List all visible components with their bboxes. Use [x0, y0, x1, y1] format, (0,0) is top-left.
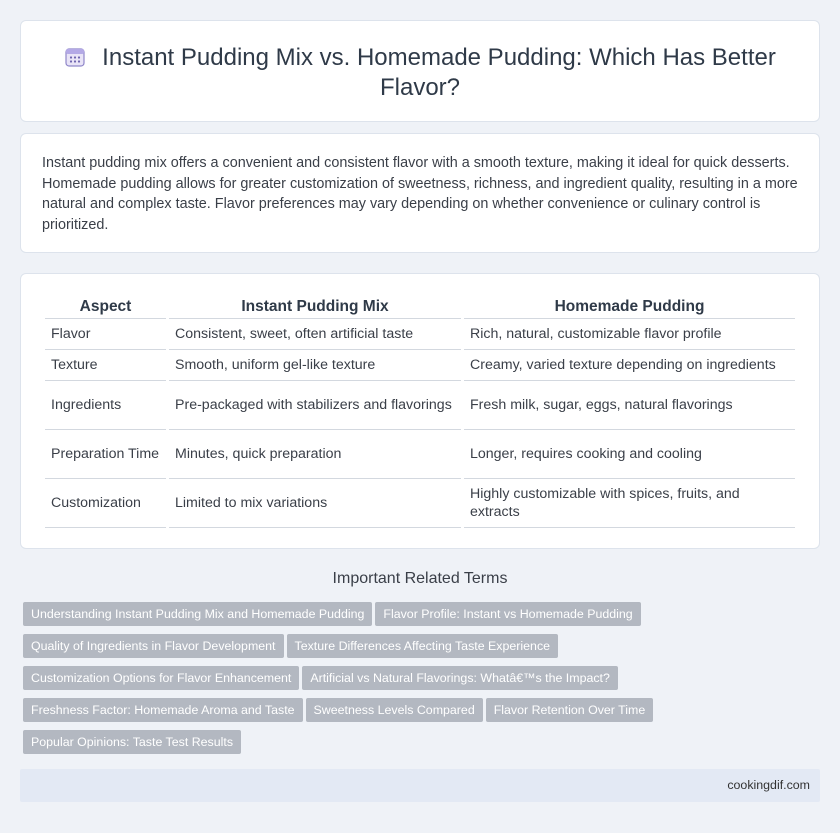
page-title: Instant Pudding Mix vs. Homemade Pudding: Which Has Better Flavor? [102, 44, 776, 101]
table-cell: Rich, natural, customizable flavor profile [464, 319, 795, 350]
table-cell: Minutes, quick preparation [169, 430, 461, 479]
related-term-tag[interactable]: Flavor Retention Over Time [486, 698, 654, 722]
title-card [20, 20, 820, 122]
table-cell: Ingredients [45, 381, 166, 430]
related-term-tag[interactable]: Sweetness Levels Compared [306, 698, 483, 722]
comparison-table [42, 296, 798, 528]
footer [20, 769, 820, 802]
footer-site-link[interactable]: cookingdif.com [727, 778, 810, 792]
table-row [45, 350, 795, 381]
related-term-tag[interactable]: Quality of Ingredients in Flavor Development [23, 634, 284, 658]
table-row [45, 381, 795, 430]
table-row [45, 319, 795, 350]
related-term-tag[interactable]: Customization Options for Flavor Enhancement [23, 666, 299, 690]
page-title-wrap [21, 43, 819, 103]
table-row [45, 430, 795, 479]
table-header-row [45, 296, 795, 319]
table-cell: Longer, requires cooking and cooling [464, 430, 795, 479]
calendar-icon [64, 46, 86, 68]
table-cell: Smooth, uniform gel-like texture [169, 350, 461, 381]
table-cell: Limited to mix variations [169, 479, 461, 528]
related-term-tag[interactable]: Texture Differences Affecting Taste Experience [287, 634, 559, 658]
table-cell: Preparation Time [45, 430, 166, 479]
related-terms-heading: Important Related Terms [332, 570, 508, 587]
related-term-tag[interactable]: Artificial vs Natural Flavorings: Whatâ€™s the Impact? [302, 666, 618, 690]
table-row [45, 479, 795, 528]
related-term-tag[interactable]: Understanding Instant Pudding Mix and Homemade Pudding [23, 602, 372, 626]
table-cell: Texture [45, 350, 166, 381]
table-cell: Creamy, varied texture depending on ingredients [464, 350, 795, 381]
intro-paragraph: Instant pudding mix offers a convenient and consistent flavor with a smooth texture, making it ideal for quick desserts. Homemade pudding allows for greater customization of sweetness, richness, and ingredient quality, resulting in a more natural and complex taste. Flavor preferences may vary depending on whether convenience or culinary control is prioritized. [42, 155, 798, 233]
related-terms-list [23, 602, 813, 762]
table-cell: Highly customizable with spices, fruits, and extracts [464, 479, 795, 528]
table-cell: Fresh milk, sugar, eggs, natural flavorings [464, 381, 795, 430]
related-term-tag[interactable]: Freshness Factor: Homemade Aroma and Taste [23, 698, 303, 722]
table-cell: Customization [45, 479, 166, 528]
table-cell: Pre-packaged with stabilizers and flavorings [169, 381, 461, 430]
table-cell: Consistent, sweet, often artificial taste [169, 319, 461, 350]
header-instant: Instant Pudding Mix [169, 296, 461, 319]
table-cell: Flavor [45, 319, 166, 350]
comparison-card [20, 273, 820, 549]
intro-card [20, 133, 820, 253]
header-homemade: Homemade Pudding [464, 296, 795, 319]
related-term-tag[interactable]: Flavor Profile: Instant vs Homemade Pudding [375, 602, 640, 626]
header-aspect: Aspect [45, 296, 166, 319]
related-term-tag[interactable]: Popular Opinions: Taste Test Results [23, 730, 241, 754]
